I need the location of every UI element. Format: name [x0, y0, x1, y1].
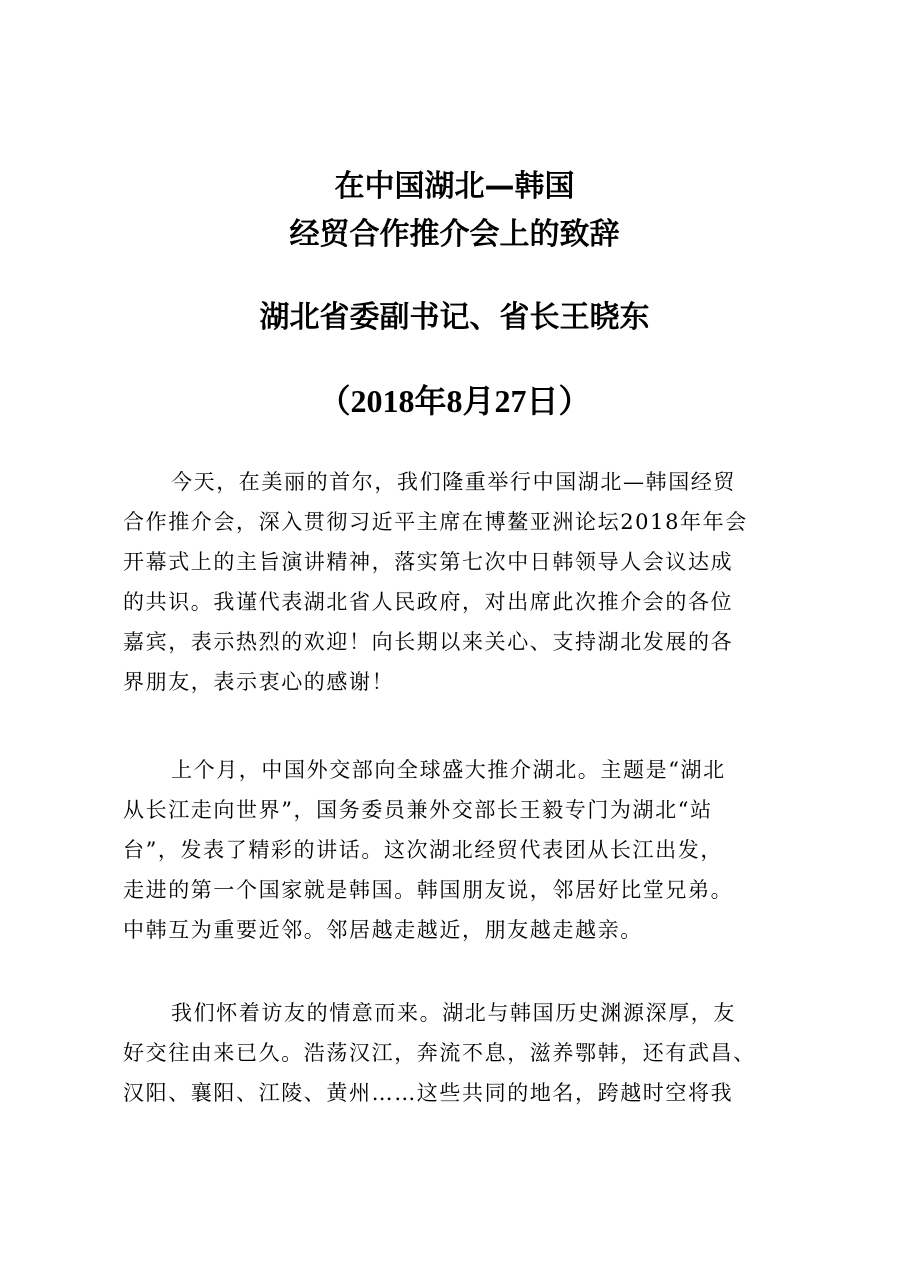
paragraph-line: 的共识。我谨代表湖北省人民政府，对出席此次推介会的各位	[123, 590, 734, 614]
paragraph-line: 台”，发表了精彩的讲话。这次湖北经贸代表团从长江出发，	[123, 838, 723, 862]
paragraph-line: 汉阳、襄阳、江陵、黄州……这些共同的地名，跨越时空将我	[123, 1081, 734, 1105]
document-title-line-2: 经贸合作推介会上的致辞	[289, 217, 620, 252]
paragraph-line: 界朋友，表示衷心的感谢！	[123, 670, 395, 694]
paragraph-line: 合作推介会，深入贯彻习近平主席在博鳌亚洲论坛2018年年会	[123, 510, 748, 534]
paragraph-line: 上个月，中国外交部向全球盛大推介湖北。主题是“湖北	[171, 758, 726, 782]
paragraph-line: 从长江走向世界”，国务委员兼外交部长王毅专门为湖北“站	[123, 798, 713, 822]
paragraph-3	[123, 993, 803, 1113]
paragraph-line: 我们怀着访友的情意而来。湖北与韩国历史渊源深厚，友	[171, 1001, 736, 1025]
paragraph-line: 开幕式上的主旨演讲精神，落实第七次中日韩领导人会议达成	[123, 550, 734, 574]
date-line: （2018年8月27日）	[318, 383, 591, 419]
document-title-line-1: 在中国湖北—韩国	[334, 169, 575, 204]
paragraph-line: 中韩互为重要近邻。邻居越走越近，朋友越走越亲。	[123, 918, 643, 942]
paragraph-line: 嘉宾，表示热烈的欢迎！向长期以来关心、支持湖北发展的各	[123, 630, 734, 654]
paragraph-2	[123, 750, 803, 950]
paragraph-line: 好交往由来已久。浩荡汉江，奔流不息，滋养鄂韩，还有武昌、	[123, 1041, 756, 1065]
speaker-line: 湖北省委副书记、省长王晓东	[259, 300, 650, 335]
paragraph-1	[123, 462, 803, 702]
paragraph-line: 今天，在美丽的首尔，我们隆重举行中国湖北—韩国经贸	[171, 470, 736, 494]
paragraph-line: 走进的第一个国家就是韩国。韩国朋友说，邻居好比堂兄弟。	[123, 878, 734, 902]
